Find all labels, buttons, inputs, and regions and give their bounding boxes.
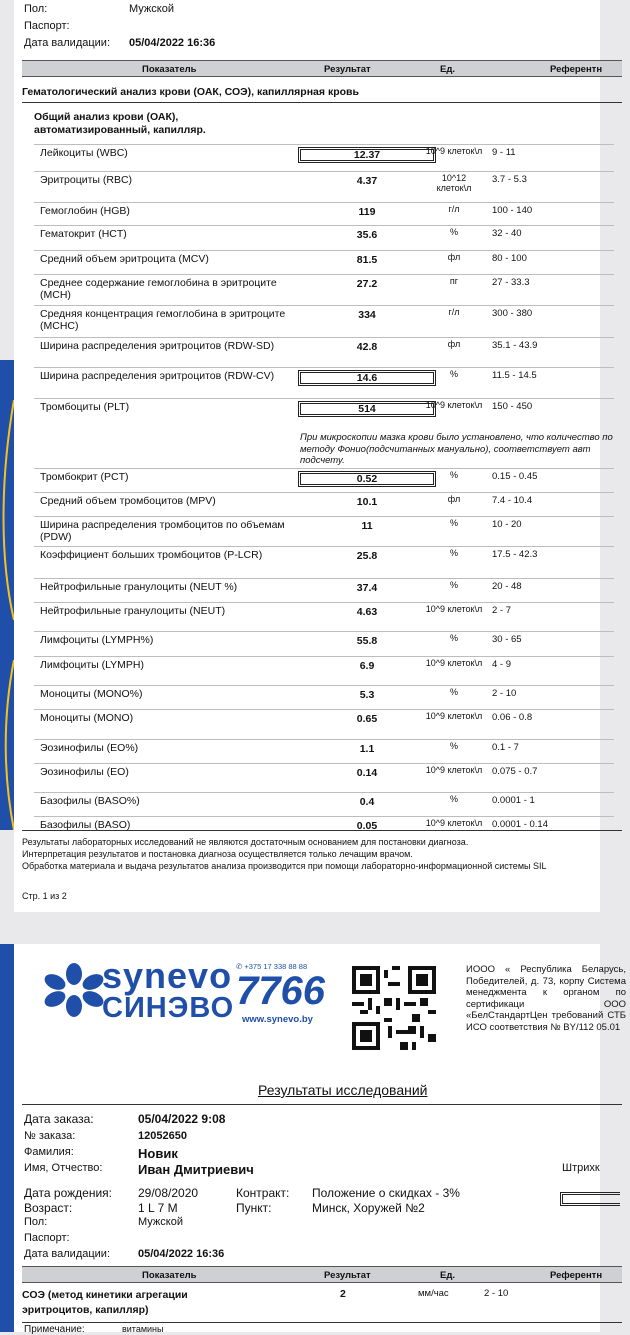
analyte-unit: 10^9 клеток\л xyxy=(425,146,483,156)
analyte-reference: 27 - 33.3 xyxy=(492,277,530,288)
esr-test-name: СОЭ (метод кинетики агрегации эритроцитов, капилляр) xyxy=(22,1289,188,1316)
analyte-reference: 17.5 - 42.3 xyxy=(492,549,538,560)
analyte-unit: 10^9 клеток\л xyxy=(425,711,483,721)
analyte-name: Среднее содержание гемоглобина в эритроците (MCH) xyxy=(40,277,277,301)
analyte-reference: 0.1 - 7 xyxy=(492,742,519,753)
analyte-result: 10.1 xyxy=(356,496,378,508)
table-row xyxy=(34,250,614,274)
table-row xyxy=(34,398,614,468)
results-title: Результаты исследований xyxy=(258,1082,428,1098)
analyte-name: Моноциты (MONO%) xyxy=(40,688,143,700)
analyte-result: 37.4 xyxy=(356,582,378,594)
analyte-unit: 10^12 клеток\л xyxy=(436,173,472,193)
name-value: Иван Дмитриевич xyxy=(138,1162,254,1177)
analyte-result: 0.4 xyxy=(359,796,375,808)
table-row xyxy=(34,367,614,398)
divider xyxy=(22,102,622,103)
analyte-unit: % xyxy=(449,580,458,590)
barcode-label: Штрихк xyxy=(562,1162,600,1174)
analyte-unit: г/л xyxy=(448,307,460,317)
analyte-unit: % xyxy=(449,687,458,697)
table-row xyxy=(34,274,614,305)
table-row xyxy=(34,171,614,202)
analyte-result: 1.1 xyxy=(359,743,375,755)
validation-value: 05/04/2022 16:36 xyxy=(129,37,216,49)
table-row xyxy=(34,337,614,367)
table-row xyxy=(34,739,614,763)
analyte-name: Ширина распределения тромбоцитов по объемам (PDW) xyxy=(40,519,285,543)
analyte-name: Базофилы (BASO) xyxy=(40,819,131,831)
analyte-reference: 3.7 - 5.3 xyxy=(492,174,527,185)
table-row xyxy=(34,763,614,792)
analyte-unit: 10^9 клеток\л xyxy=(425,400,483,410)
sex-value: Мужской xyxy=(138,1216,183,1228)
esr-result: 2 xyxy=(340,1288,346,1300)
analyte-name: Гемоглобин (HGB) xyxy=(40,205,130,217)
analyte-reference: 11.5 - 14.5 xyxy=(492,370,537,381)
esr-reference: 2 - 10 xyxy=(484,1288,509,1299)
sex-value: Мужской xyxy=(129,3,174,15)
phone-small: ✆ +375 17 338 88 88 xyxy=(236,962,308,971)
analyte-name: Нейтрофильные гранулоциты (NEUT %) xyxy=(40,581,238,593)
analyte-result: 0.14 xyxy=(356,767,378,779)
table-row xyxy=(34,709,614,739)
analyte-name: Тромбоциты (PLT) xyxy=(40,401,130,413)
analyte-unit: пг xyxy=(449,276,459,286)
esr-unit: мм/час xyxy=(418,1288,449,1299)
point-value: Минск, Хоружей №2 xyxy=(312,1201,425,1215)
table-row xyxy=(34,602,614,631)
analyte-result: 14.6 xyxy=(298,370,436,386)
analyte-reference: 7.4 - 10.4 xyxy=(492,495,533,506)
analyte-unit: % xyxy=(449,633,458,643)
age-value: 1 L 7 M xyxy=(138,1201,178,1215)
footer-disclaimer: Результаты лабораторных исследований не являются достаточным основанием для постановки диагноза. Интерпретация результатов и постановка диагноза осуществляется только лечащим врачом. Обработка материала и выдача результатов анализа производится при помощи лабораторно-информационной системы SIL xyxy=(22,837,547,871)
flower-icon xyxy=(42,962,106,1018)
analyte-result: 0.52 xyxy=(298,471,436,487)
analyte-unit: 10^9 клеток\л xyxy=(425,658,483,668)
logo-text-latin: synevo xyxy=(102,955,233,996)
analyte-result: 0.05 xyxy=(356,820,378,832)
analyte-reference: 32 - 40 xyxy=(492,228,522,239)
analyte-reference: 10 - 20 xyxy=(492,519,522,530)
analyte-result: 514 xyxy=(298,401,436,417)
analyte-reference: 9 - 11 xyxy=(492,147,516,158)
analyte-unit: фл xyxy=(447,339,461,349)
analyte-name: Средний объем тромбоцитов (MPV) xyxy=(40,495,216,507)
analyte-reference: 2 - 7 xyxy=(492,605,512,616)
analyte-result: 55.8 xyxy=(356,635,378,647)
table-header: Показатель Результат Ед. Референтн xyxy=(22,60,622,77)
barcode-box xyxy=(560,1192,620,1206)
analyte-unit: 10^9 клеток\л xyxy=(425,818,483,828)
analyte-unit: 10^9 клеток\л xyxy=(425,604,483,614)
analyte-result: 42.8 xyxy=(356,341,378,353)
website-link[interactable]: www.synevo.by xyxy=(242,1014,313,1025)
analyte-name: Лимфоциты (LYMPH%) xyxy=(40,634,154,646)
section-title: Гематологический анализ крови (ОАК, СОЭ), капиллярная кровь xyxy=(22,86,359,98)
analyte-reference: 80 - 100 xyxy=(492,253,527,264)
analyte-reference: 100 - 140 xyxy=(492,205,533,216)
contract-label: Контракт: xyxy=(236,1186,290,1200)
analyte-unit: г/л xyxy=(448,204,460,214)
logo-text-cyrillic: СИНЭВО xyxy=(102,992,235,1024)
phone-short-number: 7766 xyxy=(236,969,325,1013)
analyte-result: 5.3 xyxy=(359,689,375,701)
analyte-reference: 35.1 - 43.9 xyxy=(492,340,538,351)
analyte-name: Лейкоциты (WBC) xyxy=(40,147,128,159)
analyte-unit: % xyxy=(449,741,458,751)
analyte-name: Ширина распределения эритроцитов (RDW-SD) xyxy=(40,340,275,352)
divider xyxy=(22,1322,622,1323)
divider xyxy=(22,1104,622,1105)
analyte-reference: 0.06 - 0.8 xyxy=(492,712,533,723)
analyte-reference: 2 - 10 xyxy=(492,688,517,699)
analyte-result: 4.37 xyxy=(356,175,378,187)
analyte-reference: 0.15 - 0.45 xyxy=(492,471,538,482)
table-row xyxy=(34,631,614,656)
analyte-unit: % xyxy=(449,548,458,558)
report-page-1: Пол: Мужской Паспорт: Дата валидации: 05/04/2022 16:36 Показатель Результат Ед. Референтн Гематологический анализ крови (ОАК, СОЭ), капиллярная кровь Общий анализ крови (ОАК), автоматизированный, капилляр. При микроскопии мазка крови было установлено, что количество по методу Фонио(подсчитанных мануально), соответствует авт подсчету. Результаты лабораторных исследований не являются достаточным основанием для постановки диагноза. Интерпретация результатов и постановка диагноза осуществляется только лечащим врачом. Обработка материала и выдача результатов анализа производится при помощи лабораторно-информационной системы SIL Стр. 1 из 2 Лейкоциты (WBC) 12.37 10^9 клеток\л 9 - 11 Эритроциты (RBC) 4.37 10^12 клеток\л 3.7 - 5.3 Гемоглобин (HGB) 119 г/л 100 - 140 Гематокрит (HCT) 35.6 % 32 - 40 Средний объем эритроцита (MCV) 81.5 фл 80 - 100 Среднее содержание гемоглобина в эритроците (MCH) 27.2 пг 27 - 33.3 Средняя концентрация гемоглобина в эритроците (MCHC) 334 г/л 300 - 380 Ширина распределения эритроцитов (RDW-SD) 42.8 фл 35.1 - 43.9 Ширина распределения эритроцитов (RDW-CV) 14.6 % 11.5 - 14.5 Тромбоциты (PLT) 514 10^9 клеток\л 150 - 450 Тромбокрит (PCT) 0.52 % 0.15 - 0.45 Средний объем тромбоцитов (MPV) 10.1 фл 7.4 - 10.4 Ширина распределения тромбоцитов по объемам (PDW) 11 % 10 - 20 Коэффициент больших тромбоцитов (P-LCR) 25.8 % 17.5 - 42.3 Нейтрофильные гранулоциты (NEUT %) 37.4 % 20 - 48 Нейтрофильные гранулоциты (NEUT) 4.63 10^9 клеток\л 2 - 7 Лимфоциты (LYMPH%) 55.8 % 30 - 65 Лимфоциты (LYMPH) 6.9 10^9 клеток\л 4 - 9 Моноциты (MONO%) 5.3 % 2 - 10 Моноциты (MONO) 0.65 10^9 клеток\л 0.06 - 0.8 Эозинофилы (EO%) 1.1 % 0.1 - 7 Эозинофилы (EO) 0.14 10^9 клеток\л 0.075 - 0.7 Базофилы (BASO%) 0.4 % 0.0001 - 1 Базофилы (BASO) 0.05 10^9 клеток\л 0.0001 - 0.14 xyxy=(14,0,600,912)
table-row xyxy=(34,816,614,836)
table-row xyxy=(34,144,614,171)
analyte-reference: 20 - 48 xyxy=(492,581,522,592)
qr-code-icon xyxy=(352,966,436,1050)
table-row xyxy=(34,225,614,250)
analyte-reference: 4 - 9 xyxy=(492,659,512,670)
surname-value: Новик xyxy=(138,1146,178,1161)
analyte-name: Эозинофилы (EO) xyxy=(40,766,129,778)
analyte-result: 11 xyxy=(361,520,373,532)
phone-icon: ✆ xyxy=(236,962,245,971)
analyte-reference: 0.0001 - 1 xyxy=(492,795,535,806)
analyte-name: Базофилы (BASO%) xyxy=(40,795,140,807)
table-row xyxy=(34,468,614,492)
analyte-result: 27.2 xyxy=(356,278,378,290)
analyte-name: Эозинофилы (EO%) xyxy=(40,742,139,754)
analyte-result: 4.63 xyxy=(356,606,378,618)
lab-info: ИООО « Республика Беларусь, Победителей, д. 73, корпу Система менеджмента к органом по сертификаци ООО «БелСтандартЦен требований СТБ ИСО соответствия № BY/112 05.01 xyxy=(466,964,626,1033)
validation-value: 05/04/2022 16:36 xyxy=(138,1248,225,1260)
analyte-result: 0.65 xyxy=(356,713,378,725)
analyte-name: Эритроциты (RBC) xyxy=(40,174,133,186)
table-row xyxy=(34,492,614,516)
analyte-reference: 150 - 450 xyxy=(492,401,533,412)
analyte-result: 12.37 xyxy=(298,147,436,163)
note-row: Примечание: витамины xyxy=(24,1324,164,1335)
analyte-name: Гематокрит (HCT) xyxy=(40,228,127,240)
decorative-strip xyxy=(0,944,14,1332)
plt-note: При микроскопии мазка крови было установлено, что количество по методу Фонио(подсчитанных мануально), соответствует авт подсчету. xyxy=(300,432,613,466)
contract-value: Положение о скидках - 3% xyxy=(312,1186,460,1200)
analyte-unit: % xyxy=(449,369,458,379)
table-row xyxy=(34,792,614,816)
analyte-unit: % xyxy=(449,518,458,528)
analyte-unit: % xyxy=(449,227,458,237)
birth-value: 29/08/2020 xyxy=(138,1186,199,1200)
analyte-result: 6.9 xyxy=(359,660,375,672)
analyte-name: Моноциты (MONO) xyxy=(40,712,134,724)
group-title: Общий анализ крови (ОАК), автоматизированный, капилляр. xyxy=(34,111,206,136)
analyte-result: 334 xyxy=(358,309,376,321)
analyte-result: 119 xyxy=(358,206,376,218)
analyte-unit: % xyxy=(449,794,458,804)
table-row xyxy=(34,656,614,685)
table-row xyxy=(34,546,614,578)
analyte-result: 25.8 xyxy=(356,550,378,562)
point-label: Пункт: xyxy=(236,1201,272,1215)
analyte-unit: фл xyxy=(447,494,461,504)
analyte-result: 35.6 xyxy=(356,229,378,241)
table-row xyxy=(34,202,614,225)
analyte-name: Ширина распределения эритроцитов (RDW-CV) xyxy=(40,370,275,382)
page-number: Стр. 1 из 2 xyxy=(22,891,67,901)
analyte-reference: 0.0001 - 0.14 xyxy=(492,819,548,830)
table-row xyxy=(34,578,614,602)
analyte-reference: 300 - 380 xyxy=(492,308,533,319)
decorative-strip xyxy=(0,360,14,830)
analyte-name: Тромбокрит (PCT) xyxy=(40,471,129,483)
analyte-name: Коэффициент больших тромбоцитов (P-LCR) xyxy=(40,549,263,561)
table-header: Показатель Результат Ед. Референтн xyxy=(22,1266,622,1283)
report-page-2: synevo СИНЭВО ✆ +375 17 338 88 88 7766 www.synevo.by ИООО « Республика Беларусь, Победителей, д. 73, корпу Система менеджмента к органом по сертификаци ООО «БелСтандартЦен требований СТБ ИСО соответствия № BY/112 05.01 Результаты исследований Дата заказа: 05/04/2022 9:08 № заказа: 12052650 Фамилия: Новик Имя, Отчество: Иван Дмитриевич Штрихк Дата рождения: 29/08/2020 Возраст: 1 L 7 M Контракт: Положение о скидках - 3% Пункт: Минск, Хоружей №2 Пол: Мужской Паспорт: Дата валидации: 05/04/2022 16:36 Показатель Результат Ед. Референтн СОЭ (метод кинетики агрегации эритроцитов, капилляр) 2 мм/час 2 - 10 Примечание: витамины xyxy=(14,944,600,1332)
analyte-unit: 10^9 клеток\л xyxy=(425,765,483,775)
table-row xyxy=(34,685,614,709)
table-row xyxy=(34,516,614,546)
analyte-name: Лимфоциты (LYMPH) xyxy=(40,659,144,671)
analyte-name: Средний объем эритроцита (MCV) xyxy=(40,253,209,265)
synevo-logo xyxy=(42,962,106,1023)
table-row xyxy=(34,305,614,337)
analyte-result: 81.5 xyxy=(356,254,378,266)
analyte-unit: фл xyxy=(447,252,461,262)
order-date-value: 05/04/2022 9:08 xyxy=(138,1112,226,1126)
order-number-value: 12052650 xyxy=(138,1130,187,1142)
analyte-reference: 30 - 65 xyxy=(492,634,522,645)
analyte-name: Нейтрофильные гранулоциты (NEUT) xyxy=(40,605,226,617)
analyte-name: Средняя концентрация гемоглобина в эритроците (MCHC) xyxy=(40,308,286,332)
analyte-reference: 0.075 - 0.7 xyxy=(492,766,538,777)
analyte-unit: % xyxy=(449,470,458,480)
